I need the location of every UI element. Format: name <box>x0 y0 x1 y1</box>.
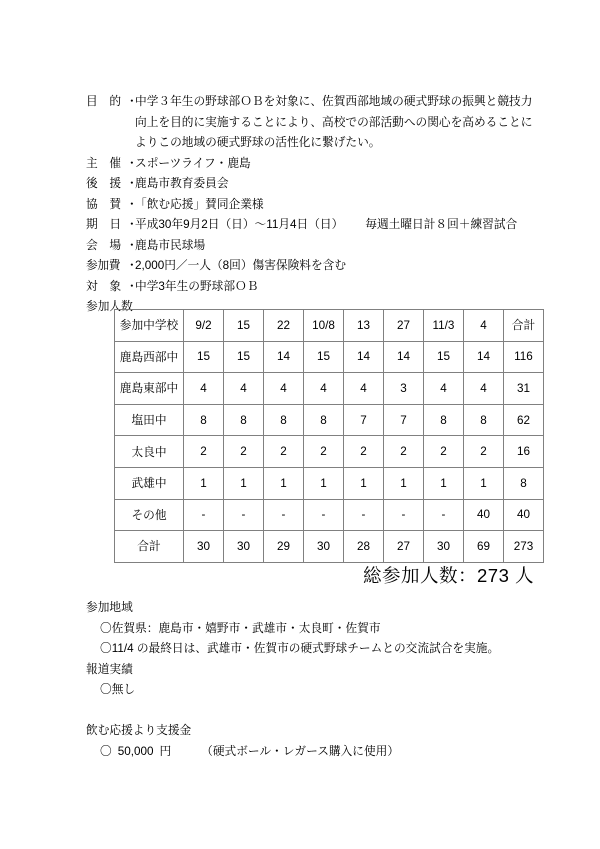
definition-value-fee: 2,000円／一人（8回）傷害保険料を含む <box>135 259 347 272</box>
table-row <box>115 404 544 436</box>
table-cell: - <box>424 499 464 531</box>
participants-heading: 参加人数 <box>86 300 133 313</box>
participation-table-wrapper <box>114 309 544 563</box>
definition-label-fee: 参加費 <box>86 259 121 272</box>
table-cell: 4 <box>304 373 344 405</box>
table-row-label: 鹿島西部中 <box>115 341 184 373</box>
table-cell: 1 <box>304 467 344 499</box>
table-cell: 8 <box>464 404 504 436</box>
table-cell: 4 <box>344 373 384 405</box>
table-cell: 8 <box>304 404 344 436</box>
definition-row-venue <box>86 236 556 257</box>
definition-value-organizer: スポーツライフ・鹿島 <box>135 156 251 170</box>
media-item: 〇無し <box>100 683 136 696</box>
table-row <box>115 341 544 373</box>
definition-row-support <box>86 174 556 195</box>
table-header-row <box>115 310 544 342</box>
definition-bullet-sponsor: ・ <box>126 197 138 211</box>
table-cell: 1 <box>224 467 264 499</box>
table-row-label: 鹿島東部中 <box>115 373 184 405</box>
table-cell: 7 <box>344 404 384 436</box>
table-cell: 15 <box>184 341 224 373</box>
funding-amount: 50,000 <box>117 744 154 758</box>
funding-unit: 円 <box>159 744 172 758</box>
table-cell: 14 <box>344 341 384 373</box>
definition-value-support: 鹿島市教育委員会 <box>135 177 229 190</box>
definition-row-dates <box>86 215 556 236</box>
table-cell: 8 <box>424 404 464 436</box>
definition-value-target: 中学3年生の野球部ＯＢ <box>135 279 259 293</box>
table-cell: 4 <box>224 373 264 405</box>
regions-item: 〇11/4 の最終日は、武雄市・佐賀市の硬式野球チームとの交流試合を実施。 <box>100 642 500 655</box>
table-header-total: 合計 <box>504 310 544 342</box>
table-cell-total: 16 <box>504 436 544 468</box>
table-cell: 4 <box>464 373 504 405</box>
table-cell: 14 <box>384 341 424 373</box>
definition-value-purpose <box>135 92 556 154</box>
table-cell: 4 <box>184 373 224 405</box>
definition-value-dates-main: 平成30年9月2日（日）〜11月4日（日） <box>135 218 344 231</box>
table-cell: 2 <box>344 436 384 468</box>
table-row-label: 塩田中 <box>115 404 184 436</box>
table-cell: - <box>224 499 264 531</box>
definition-list <box>86 92 556 318</box>
table-cell: 15 <box>224 341 264 373</box>
table-row <box>115 467 544 499</box>
definition-label-purpose: 目 的 <box>86 95 122 108</box>
definition-label-support: 後 援 <box>86 177 122 190</box>
table-row-label: 合計 <box>115 531 184 563</box>
definition-label-target: 対 象 <box>86 279 122 293</box>
table-cell: 1 <box>264 467 304 499</box>
table-cell: 30 <box>184 531 224 563</box>
table-header-date-8: 4 <box>464 310 504 342</box>
table-cell: 8 <box>184 404 224 436</box>
table-cell: 28 <box>344 531 384 563</box>
definition-label-venue: 会 場 <box>86 238 122 252</box>
funding-title: 飲む応援より支援金 <box>86 724 192 737</box>
grand-total-caption: 総参加人数：273 人 <box>362 565 534 586</box>
definition-label-sponsor: 協 賛 <box>86 197 122 211</box>
table-cell: 2 <box>224 436 264 468</box>
definition-bullet-target: ・ <box>126 279 138 293</box>
table-cell: - <box>304 499 344 531</box>
table-row-label: その他 <box>115 499 184 531</box>
table-cell: - <box>264 499 304 531</box>
table-row <box>115 499 544 531</box>
definition-bullet-purpose: ・ <box>126 95 138 108</box>
table-cell: 1 <box>384 467 424 499</box>
table-cell: 14 <box>264 341 304 373</box>
table-cell: 15 <box>424 341 464 373</box>
table-header-school: 参加中学校 <box>115 310 184 342</box>
table-row-label: 太良中 <box>115 436 184 468</box>
table-cell: 2 <box>304 436 344 468</box>
table-cell-total: 8 <box>504 467 544 499</box>
table-cell: 2 <box>464 436 504 468</box>
table-cell: - <box>184 499 224 531</box>
definition-bullet-dates: ・ <box>126 218 138 231</box>
table-cell: 30 <box>304 531 344 563</box>
definition-value-dates-extra: 毎週土曜日計８回＋練習試合 <box>365 218 518 231</box>
table-cell: 2 <box>424 436 464 468</box>
table-row <box>115 373 544 405</box>
table-cell: 1 <box>464 467 504 499</box>
table-cell: 2 <box>384 436 424 468</box>
table-cell: 7 <box>384 404 424 436</box>
funding-amount-line <box>86 742 586 763</box>
table-cell-total: 62 <box>504 404 544 436</box>
table-cell: 2 <box>184 436 224 468</box>
table-cell: 1 <box>344 467 384 499</box>
bottom-sections <box>86 598 586 762</box>
table-header-date-1: 9/2 <box>184 310 224 342</box>
definition-row-target <box>86 277 556 298</box>
table-cell: 8 <box>224 404 264 436</box>
section-spacer <box>86 701 586 722</box>
table-cell: 1 <box>184 467 224 499</box>
table-cell: 15 <box>304 341 344 373</box>
definition-label-dates: 期 日 <box>86 218 122 231</box>
table-cell: 2 <box>264 436 304 468</box>
table-cell: 4 <box>424 373 464 405</box>
table-cell: 69 <box>464 531 504 563</box>
table-row-totals <box>115 531 544 563</box>
table-cell: 14 <box>464 341 504 373</box>
table-cell-grand-total: 273 <box>504 531 544 563</box>
table-cell: 4 <box>264 373 304 405</box>
definition-row-fee <box>86 256 556 277</box>
table-cell-total: 40 <box>504 499 544 531</box>
definition-row-organizer <box>86 154 556 175</box>
media-title: 報道実績 <box>86 662 133 676</box>
definition-bullet-organizer: ・ <box>126 156 138 170</box>
table-cell-total: 116 <box>504 341 544 373</box>
table-cell: 27 <box>384 531 424 563</box>
table-header-date-6: 27 <box>384 310 424 342</box>
definition-value-venue: 鹿島市民球場 <box>135 238 206 252</box>
table-cell: - <box>344 499 384 531</box>
definition-value-sponsor: 「飲む応援」賛同企業様 <box>135 197 264 211</box>
table-cell: 8 <box>264 404 304 436</box>
regions-item: 〇佐賀県：鹿島市・嬉野市・武雄市・太良町・佐賀市 <box>100 621 381 635</box>
table-header-date-3: 22 <box>264 310 304 342</box>
definition-label-organizer: 主 催 <box>86 156 122 170</box>
definition-value-purpose-line-3: よりこの地域の硬式野球の活性化に繋げたい。 <box>135 136 381 149</box>
table-header-date-2: 15 <box>224 310 264 342</box>
table-header-date-4: 10/8 <box>304 310 344 342</box>
definition-value-purpose-line-2: 向上を目的に実施することにより、高校での部活動への関心を高めることに <box>135 115 533 129</box>
table-cell: 30 <box>424 531 464 563</box>
table-cell: - <box>384 499 424 531</box>
table-cell: 1 <box>424 467 464 499</box>
participation-table <box>114 309 544 563</box>
definition-row-purpose <box>86 92 556 154</box>
table-header-date-5: 13 <box>344 310 384 342</box>
definition-bullet-fee: ・ <box>126 259 138 272</box>
definition-value-purpose-line-1: 中学３年生の野球部ＯＢを対象に、佐賀西部地域の硬式野球の振興と競技力 <box>135 95 533 108</box>
definition-value-dates <box>135 215 556 236</box>
definition-bullet-venue: ・ <box>126 238 138 252</box>
table-cell: 3 <box>384 373 424 405</box>
participation-table-body <box>115 310 544 563</box>
funding-note: （硬式ボール・レガース購入に使用） <box>201 744 400 758</box>
definition-bullet-support: ・ <box>126 177 138 190</box>
table-cell-total: 31 <box>504 373 544 405</box>
table-cell: 30 <box>224 531 264 563</box>
regions-title: 参加地域 <box>86 601 133 614</box>
table-cell: 40 <box>464 499 504 531</box>
table-row-label: 武雄中 <box>115 467 184 499</box>
definition-row-sponsor <box>86 195 556 216</box>
table-header-date-7: 11/3 <box>424 310 464 342</box>
funding-marker: 〇 <box>100 744 112 758</box>
table-row <box>115 436 544 468</box>
table-cell: 29 <box>264 531 304 563</box>
